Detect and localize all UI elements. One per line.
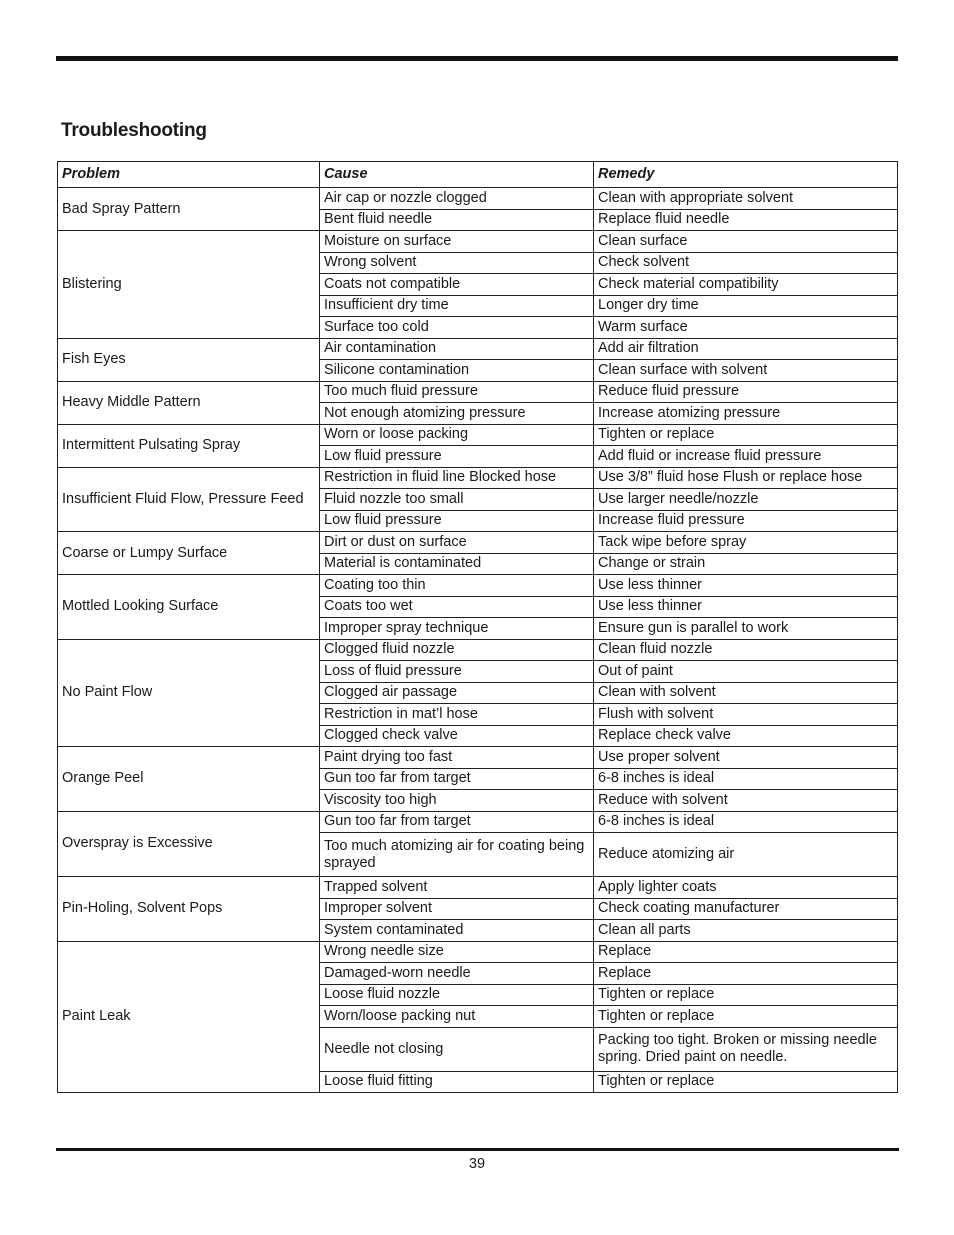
page-number: 39 <box>468 1156 486 1172</box>
cause-cell: Insufficient dry time <box>320 295 594 317</box>
remedy-cell: Use larger needle/nozzle <box>594 489 898 511</box>
remedy-cell: Ensure gun is parallel to work <box>594 618 898 640</box>
remedy-cell: Out of paint <box>594 661 898 683</box>
table-row <box>58 424 898 446</box>
remedy-cell: Use proper solvent <box>594 747 898 769</box>
cause-cell: Dirt or dust on surface <box>320 532 594 554</box>
table-row <box>58 877 898 899</box>
remedy-cell: Tighten or replace <box>594 1071 898 1093</box>
cause-cell: Restriction in fluid line Blocked hose <box>320 467 594 489</box>
table-row <box>58 338 898 360</box>
remedy-cell: Increase atomizing pressure <box>594 403 898 425</box>
remedy-cell: Clean surface <box>594 231 898 253</box>
cause-cell: Trapped solvent <box>320 877 594 899</box>
header-row <box>58 162 898 188</box>
cause-cell: Fluid nozzle too small <box>320 489 594 511</box>
remedy-cell: Clean surface with solvent <box>594 360 898 382</box>
cause-cell: Wrong needle size <box>320 941 594 963</box>
cause-cell: Improper solvent <box>320 898 594 920</box>
remedy-cell: Reduce with solvent <box>594 790 898 812</box>
problem-cell: Orange Peel <box>58 747 320 812</box>
cause-cell: Material is contaminated <box>320 553 594 575</box>
cause-cell: Low fluid pressure <box>320 510 594 532</box>
remedy-cell: Tighten or replace <box>594 984 898 1006</box>
remedy-cell: 6-8 inches is ideal <box>594 768 898 790</box>
table-row <box>58 747 898 769</box>
table-header <box>58 162 898 188</box>
header-cause: Cause <box>320 162 594 188</box>
remedy-cell: Clean with appropriate solvent <box>594 188 898 210</box>
table-row <box>58 231 898 253</box>
cause-cell: Restriction in mat’l hose <box>320 704 594 726</box>
cause-cell: Damaged-worn needle <box>320 963 594 985</box>
table-row <box>58 575 898 597</box>
troubleshooting-table <box>57 161 898 1093</box>
cause-cell: Coats too wet <box>320 596 594 618</box>
problem-cell: Heavy Middle Pattern <box>58 381 320 424</box>
remedy-cell: Flush with solvent <box>594 704 898 726</box>
cause-cell: Bent fluid needle <box>320 209 594 231</box>
problem-cell: Fish Eyes <box>58 338 320 381</box>
table-row <box>58 188 898 210</box>
remedy-cell: Tighten or replace <box>594 424 898 446</box>
remedy-cell: Check coating manufacturer <box>594 898 898 920</box>
problem-cell: Intermittent Pulsating Spray <box>58 424 320 467</box>
cause-cell: Loose fluid nozzle <box>320 984 594 1006</box>
table-row <box>58 532 898 554</box>
remedy-cell: Longer dry time <box>594 295 898 317</box>
remedy-cell: Reduce fluid pressure <box>594 381 898 403</box>
cause-cell: Improper spray technique <box>320 618 594 640</box>
table-row <box>58 639 898 661</box>
remedy-cell: Tighten or replace <box>594 1006 898 1028</box>
remedy-cell: Change or strain <box>594 553 898 575</box>
header-remedy: Remedy <box>594 162 898 188</box>
cause-cell: Needle not closing <box>320 1027 594 1071</box>
remedy-cell: Add air filtration <box>594 338 898 360</box>
cause-cell: Loss of fluid pressure <box>320 661 594 683</box>
cause-cell: Loose fluid fitting <box>320 1071 594 1093</box>
problem-cell: Blistering <box>58 231 320 339</box>
cause-cell: Worn/loose packing nut <box>320 1006 594 1028</box>
remedy-cell: Replace <box>594 941 898 963</box>
remedy-cell: Use 3/8” fluid hose Flush or replace hose <box>594 467 898 489</box>
table-row <box>58 811 898 833</box>
problem-cell: Pin-Holing, Solvent Pops <box>58 877 320 942</box>
remedy-cell: Packing too tight. Broken or missing needle spring. Dried paint on needle. <box>594 1027 898 1071</box>
remedy-cell: 6-8 inches is ideal <box>594 811 898 833</box>
cause-cell: Not enough atomizing pressure <box>320 403 594 425</box>
cause-cell: Paint drying too fast <box>320 747 594 769</box>
cause-cell: System contaminated <box>320 920 594 942</box>
remedy-cell: Replace fluid needle <box>594 209 898 231</box>
cause-cell: Clogged fluid nozzle <box>320 639 594 661</box>
header-problem: Problem <box>58 162 320 188</box>
problem-cell: Paint Leak <box>58 941 320 1093</box>
problem-cell: Bad Spray Pattern <box>58 188 320 231</box>
cause-cell: Air contamination <box>320 338 594 360</box>
remedy-cell: Clean with solvent <box>594 682 898 704</box>
problem-cell: Overspray is Excessive <box>58 811 320 877</box>
problem-cell: Insufficient Fluid Flow, Pressure Feed <box>58 467 320 532</box>
cause-cell: Too much atomizing air for coating being sprayed <box>320 833 594 877</box>
remedy-cell: Replace <box>594 963 898 985</box>
cause-cell: Too much fluid pressure <box>320 381 594 403</box>
problem-cell: Coarse or Lumpy Surface <box>58 532 320 575</box>
cause-cell: Coats not compatible <box>320 274 594 296</box>
cause-cell: Clogged check valve <box>320 725 594 747</box>
cause-cell: Silicone contamination <box>320 360 594 382</box>
cause-cell: Viscosity too high <box>320 790 594 812</box>
table-row <box>58 941 898 963</box>
remedy-cell: Use less thinner <box>594 575 898 597</box>
cause-cell: Gun too far from target <box>320 811 594 833</box>
problem-cell: No Paint Flow <box>58 639 320 747</box>
remedy-cell: Tack wipe before spray <box>594 532 898 554</box>
cause-cell: Low fluid pressure <box>320 446 594 468</box>
remedy-cell: Use less thinner <box>594 596 898 618</box>
remedy-cell: Check solvent <box>594 252 898 274</box>
table-body <box>58 188 898 1093</box>
cause-cell: Worn or loose packing <box>320 424 594 446</box>
cause-cell: Air cap or nozzle clogged <box>320 188 594 210</box>
cause-cell: Moisture on surface <box>320 231 594 253</box>
bottom-rule <box>56 1148 899 1151</box>
remedy-cell: Apply lighter coats <box>594 877 898 899</box>
remedy-cell: Warm surface <box>594 317 898 339</box>
remedy-cell: Check material compatibility <box>594 274 898 296</box>
table-row <box>58 381 898 403</box>
remedy-cell: Clean fluid nozzle <box>594 639 898 661</box>
problem-cell: Mottled Looking Surface <box>58 575 320 640</box>
remedy-cell: Clean all parts <box>594 920 898 942</box>
cause-cell: Gun too far from target <box>320 768 594 790</box>
remedy-cell: Reduce atomizing air <box>594 833 898 877</box>
top-rule <box>56 56 898 61</box>
remedy-cell: Replace check valve <box>594 725 898 747</box>
page-title: Troubleshooting <box>61 120 207 141</box>
remedy-cell: Add fluid or increase fluid pressure <box>594 446 898 468</box>
remedy-cell: Increase fluid pressure <box>594 510 898 532</box>
cause-cell: Coating too thin <box>320 575 594 597</box>
table-row <box>58 467 898 489</box>
cause-cell: Surface too cold <box>320 317 594 339</box>
cause-cell: Clogged air passage <box>320 682 594 704</box>
cause-cell: Wrong solvent <box>320 252 594 274</box>
